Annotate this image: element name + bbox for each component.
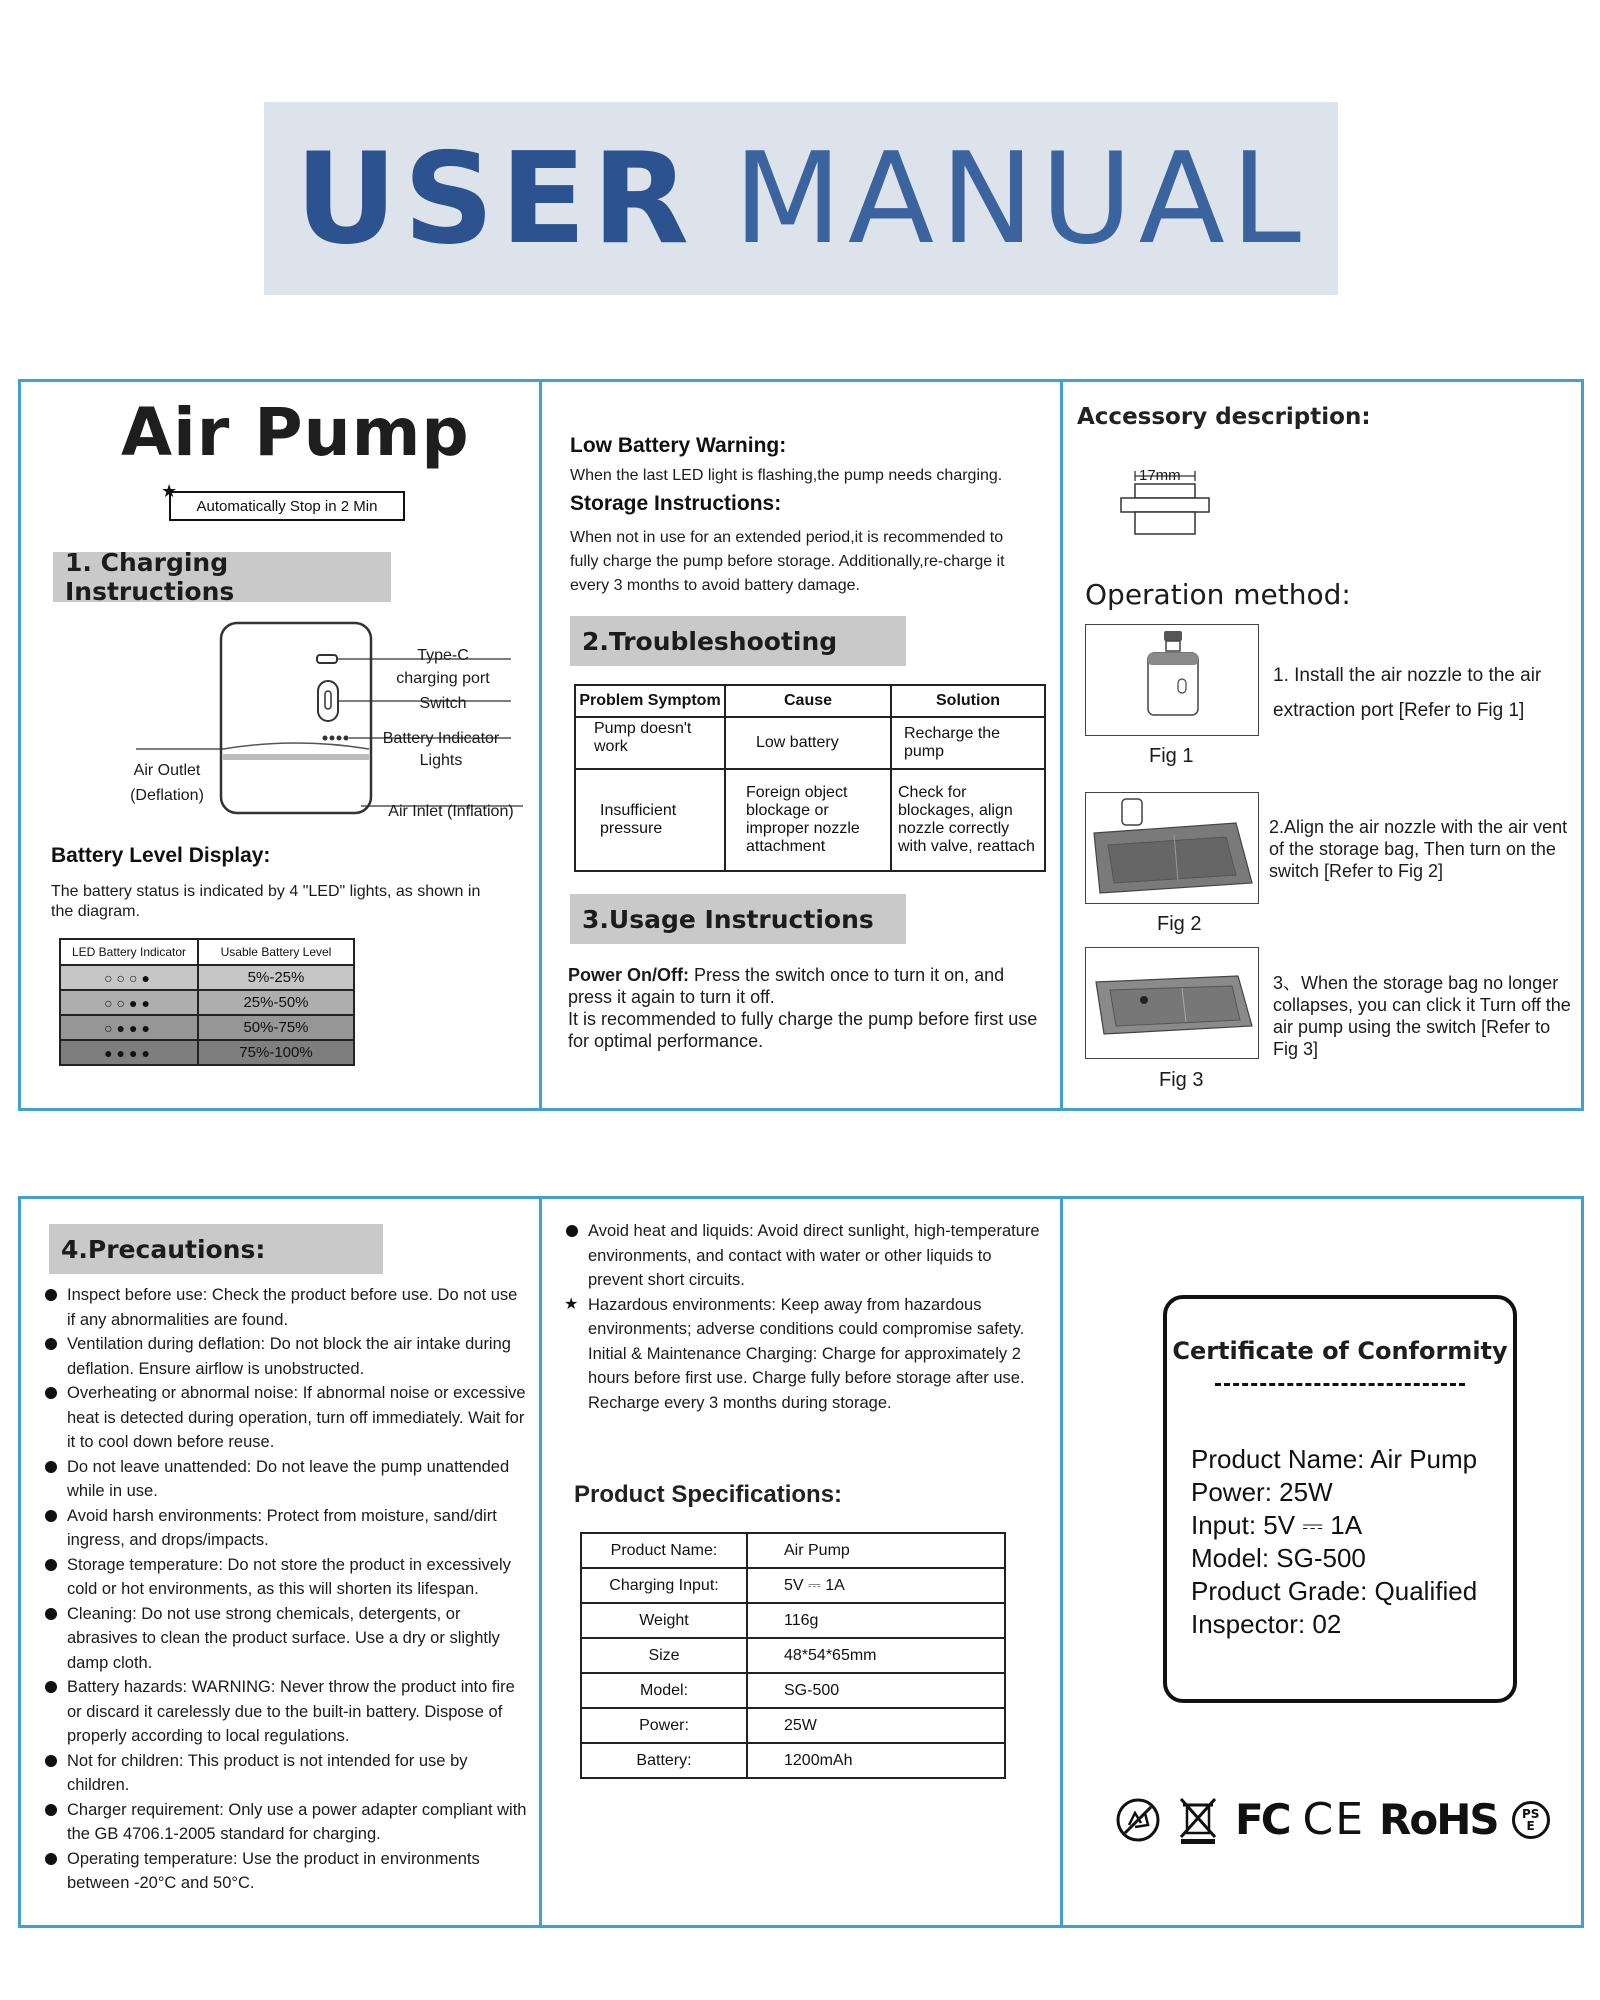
- low-battery-heading: Low Battery Warning:: [570, 434, 787, 457]
- list-item: [45, 1675, 527, 1749]
- precaution-text: Not for children: This product is not intended for use by children.: [67, 1751, 468, 1794]
- cert-field-label: Inspector:: [1191, 1609, 1306, 1639]
- page-row-top: [18, 379, 1584, 1111]
- certificate-divider: [1215, 1383, 1465, 1386]
- led-row: [60, 1040, 354, 1065]
- list-item: [566, 1219, 1048, 1293]
- fig2-image: [1085, 792, 1259, 904]
- operation-heading: Operation method:: [1085, 578, 1351, 611]
- precaution-text: Overheating or abnormal noise: If abnormal noise or excessive heat is detected during operation, turn off immediately. Wait for it to cool down before reuse.: [67, 1384, 526, 1451]
- certificate-title: Certificate of Conformity: [1172, 1337, 1508, 1365]
- table-row: [581, 1603, 1005, 1638]
- storage-bag-icon: [1086, 793, 1260, 905]
- panel-certificate: [1060, 1199, 1581, 1925]
- fig3-caption: Fig 3: [1159, 1069, 1204, 1091]
- usage-label: Power On/Off:: [568, 965, 689, 985]
- spec-label: Size: [581, 1638, 747, 1673]
- cert-field-label: Power:: [1191, 1477, 1272, 1507]
- spec-value: 5V ⎓ 1A: [747, 1568, 1005, 1603]
- precaution-text: Avoid heat and liquids: Avoid direct sunlight, high-temperature environments, and contact with water or other liquids to prevent short circuits.: [588, 1222, 1040, 1289]
- troubleshooting-heading: 2.Troubleshooting: [570, 616, 906, 666]
- charging-heading: 1. Charging Instructions: [53, 552, 391, 602]
- specs-heading: Product Specifications:: [574, 1481, 843, 1508]
- trouble-header-solution: Solution: [891, 685, 1045, 717]
- certificate-card: [1163, 1295, 1517, 1703]
- cert-field: [1191, 1608, 1477, 1641]
- precaution-text: Inspect before use: Check the product before use. Do not use if any abnormalities are found.: [67, 1286, 518, 1329]
- fig2-caption: Fig 2: [1157, 913, 1202, 935]
- table-row: [581, 1638, 1005, 1673]
- spec-label: Power:: [581, 1708, 747, 1743]
- led-level: 5%-25%: [198, 965, 354, 990]
- page-row-bottom: [18, 1196, 1584, 1928]
- usage-heading: 3.Usage Instructions: [570, 894, 906, 944]
- table-row: [581, 1708, 1005, 1743]
- compliance-marks: [1115, 1794, 1550, 1845]
- list-item: [45, 1798, 527, 1847]
- storage-heading: Storage Instructions:: [570, 492, 782, 515]
- cert-field-value: 5V ⎓ 1A: [1256, 1510, 1363, 1540]
- banner-title: [295, 125, 1307, 272]
- precaution-text: Ventilation during deflation: Do not block the air intake during deflation. Ensure airflow is unobstructed.: [67, 1335, 511, 1378]
- list-item: [45, 1847, 527, 1896]
- label-air-inlet: Air Inlet (Inflation): [388, 803, 514, 820]
- led-level: 25%-50%: [198, 990, 354, 1015]
- weee-bin-icon: [1175, 1795, 1221, 1845]
- recycle-icon: [1115, 1797, 1161, 1843]
- precaution-text: Battery hazards: WARNING: Never throw the product into fire or discard it carelessly due to the built-in battery. Dispose of properly according to local regulations.: [67, 1678, 515, 1745]
- spec-value: 1200mAh: [747, 1743, 1005, 1778]
- battery-level-text: The battery status is indicated by 4 "LED" lights, as shown in the diagram.: [51, 883, 481, 920]
- table-row: [581, 1673, 1005, 1708]
- list-item: [566, 1293, 1048, 1416]
- usage-text: [568, 964, 1048, 1052]
- precautions-list-continued: [566, 1219, 1048, 1415]
- panel-specifications: [539, 1199, 1060, 1925]
- compressed-bag-icon: [1086, 948, 1260, 1060]
- spec-value: Air Pump: [747, 1533, 1005, 1568]
- trouble-solution: Check for blockages, align nozzle correctly with valve, reattach: [891, 769, 1045, 871]
- list-item: [45, 1553, 527, 1602]
- list-item: [45, 1749, 527, 1798]
- step1-text: 1. Install the air nozzle to the air extraction port [Refer to Fig 1]: [1273, 665, 1542, 721]
- usage-power-text: Press the switch once to turn it on, and press it again to turn it off.: [568, 965, 1005, 1007]
- rohs-mark: RoHS: [1379, 1795, 1498, 1844]
- spec-value: 48*54*65mm: [747, 1638, 1005, 1673]
- fig1-image: [1085, 624, 1259, 736]
- list-item: [45, 1602, 527, 1676]
- table-row: [575, 717, 1045, 769]
- precaution-text: Avoid harsh environments: Protect from moisture, sand/dirt ingress, and drops/impacts.: [67, 1506, 497, 1549]
- fig3-image: [1085, 947, 1259, 1059]
- led-pattern: ○○○●: [60, 965, 198, 990]
- trouble-symptom: Pump doesn't work: [575, 717, 725, 769]
- usage-charge-text: It is recommended to fully charge the pump before first use for optimal performance.: [568, 1009, 1038, 1051]
- trouble-solution: Recharge the pump: [891, 717, 1045, 769]
- list-item: [45, 1332, 527, 1381]
- troubleshooting-table: [574, 684, 1046, 872]
- led-pattern: ○○●●: [60, 990, 198, 1015]
- label-typec: Type-C charging port: [396, 647, 490, 687]
- precautions-list: [45, 1283, 527, 1896]
- tagline-box: [169, 491, 405, 521]
- led-header-indicator: LED Battery Indicator: [60, 939, 198, 965]
- led-row: [60, 1015, 354, 1040]
- cert-field: [1191, 1542, 1477, 1575]
- led-battery-table: [59, 938, 355, 1066]
- cert-field-label: Product Grade:: [1191, 1576, 1368, 1606]
- list-item: [45, 1455, 527, 1504]
- storage-text: When not in use for an extended period,it is recommended to fully charge the pump before storage. Additionally,re-charge it every 3 months to avoid battery damage.: [570, 529, 1005, 594]
- table-row: [581, 1743, 1005, 1778]
- product-title: Air Pump: [121, 394, 470, 471]
- list-item: [45, 1504, 527, 1553]
- precaution-text: Do not leave unattended: Do not leave the pump unattended while in use.: [67, 1457, 510, 1500]
- cert-field-label: Product Name:: [1191, 1444, 1365, 1474]
- spec-label: Weight: [581, 1603, 747, 1638]
- precaution-text: Charger requirement: Only use a power adapter compliant with the GB 4706.1-2005 standard for charging.: [67, 1800, 527, 1843]
- spec-label: Battery:: [581, 1743, 747, 1778]
- battery-level-heading: Battery Level Display:: [51, 844, 271, 867]
- trouble-cause: Foreign object blockage or improper nozzle attachment: [725, 769, 891, 871]
- spec-value: 25W: [747, 1708, 1005, 1743]
- spec-label: Product Name:: [581, 1533, 747, 1568]
- step2-text: 2.Align the air nozzle with the air vent of the storage bag, Then turn on the switch [Refer to Fig 2]: [1269, 817, 1568, 881]
- pse-mark: [1512, 1801, 1550, 1839]
- trouble-header-cause: Cause: [725, 685, 891, 717]
- nozzle-dimension: 17mm: [1139, 467, 1181, 484]
- banner-word-user: USER: [295, 125, 696, 272]
- tagline: Automatically Stop in 2 Min: [196, 497, 378, 515]
- trouble-cause: Low battery: [725, 717, 891, 769]
- banner-word-manual: MANUAL: [733, 125, 1307, 272]
- panel-troubleshooting: [539, 382, 1060, 1108]
- spec-value: 116g: [747, 1603, 1005, 1638]
- ce-mark: CE: [1302, 1794, 1366, 1845]
- spec-value: SG-500: [747, 1673, 1005, 1708]
- list-item: [45, 1381, 527, 1455]
- pump-with-nozzle-icon: [1086, 625, 1260, 737]
- label-battery-lights: Battery Indicator Lights: [382, 730, 500, 769]
- panel-precautions: [21, 1199, 539, 1925]
- panel-charging: [21, 382, 539, 1108]
- precaution-text: Operating temperature: Use the product in environments between -20°C and 50°C.: [67, 1849, 480, 1892]
- label-switch: Switch: [419, 695, 467, 712]
- title-banner: [264, 102, 1338, 295]
- precaution-text: Hazardous environments: Keep away from hazardous environments; adverse conditions could compromise safety. Initial & Maintenance Charging: Charge for approximately 2 hours before first use. Charge fully before storage after use. Recharge every 3 months during storage.: [588, 1295, 1025, 1412]
- list-item: [45, 1283, 527, 1332]
- led-header-level: Usable Battery Level: [198, 939, 354, 965]
- spec-label: Model:: [581, 1673, 747, 1708]
- cert-field-value: Air Pump: [1364, 1444, 1478, 1474]
- trouble-header-symptom: Problem Symptom: [575, 685, 725, 717]
- cert-field-value: 02: [1305, 1609, 1342, 1639]
- led-row: [60, 965, 354, 990]
- certificate-fields: [1191, 1443, 1477, 1641]
- cert-field: [1191, 1443, 1477, 1476]
- cert-field-label: Model:: [1191, 1543, 1270, 1573]
- table-row: [575, 769, 1045, 871]
- cert-field: [1191, 1476, 1477, 1509]
- led-row: [60, 990, 354, 1015]
- cert-field-value: SG-500: [1269, 1543, 1366, 1573]
- cert-field-label: Input:: [1191, 1510, 1257, 1540]
- led-pattern: ○●●●: [60, 1015, 198, 1040]
- specs-table: [580, 1532, 1006, 1779]
- panel-operation: [1060, 382, 1581, 1108]
- precaution-text: Cleaning: Do not use strong chemicals, detergents, or abrasives to clean the product surface. Use a dry or slightly damp cloth.: [67, 1604, 500, 1672]
- fig1-caption: Fig 1: [1149, 745, 1194, 767]
- cert-field: [1191, 1509, 1477, 1542]
- fc-mark: FC: [1235, 1795, 1289, 1844]
- star-icon: ★: [161, 481, 178, 501]
- table-row: [581, 1533, 1005, 1568]
- step3-text: 3、When the storage bag no longer collapses, you can click it Turn off the air pump using the switch [Refer to Fig 3]: [1273, 973, 1571, 1059]
- star-icon: ★: [564, 1295, 579, 1313]
- cert-field-value: 25W: [1271, 1477, 1333, 1507]
- precautions-heading: 4.Precautions:: [49, 1224, 383, 1274]
- led-level: 50%-75%: [198, 1015, 354, 1040]
- spec-label: Charging Input:: [581, 1568, 747, 1603]
- label-air-outlet: Air Outlet (Deflation): [130, 762, 204, 804]
- precaution-text: Storage temperature: Do not store the product in excessively cold or hot environments, as this will shorten its lifespan.: [67, 1555, 511, 1598]
- pse-mark-text: PS E: [1521, 1806, 1540, 1833]
- led-level: 75%-100%: [198, 1040, 354, 1065]
- led-pattern: ●●●●: [60, 1040, 198, 1065]
- low-battery-text: When the last LED light is flashing,the pump needs charging.: [570, 467, 1003, 484]
- cert-field: [1191, 1575, 1477, 1608]
- cert-field-value: Qualified: [1367, 1576, 1478, 1606]
- trouble-symptom: Insufficient pressure: [575, 769, 725, 871]
- table-row: [581, 1568, 1005, 1603]
- accessory-heading: Accessory description:: [1077, 404, 1371, 430]
